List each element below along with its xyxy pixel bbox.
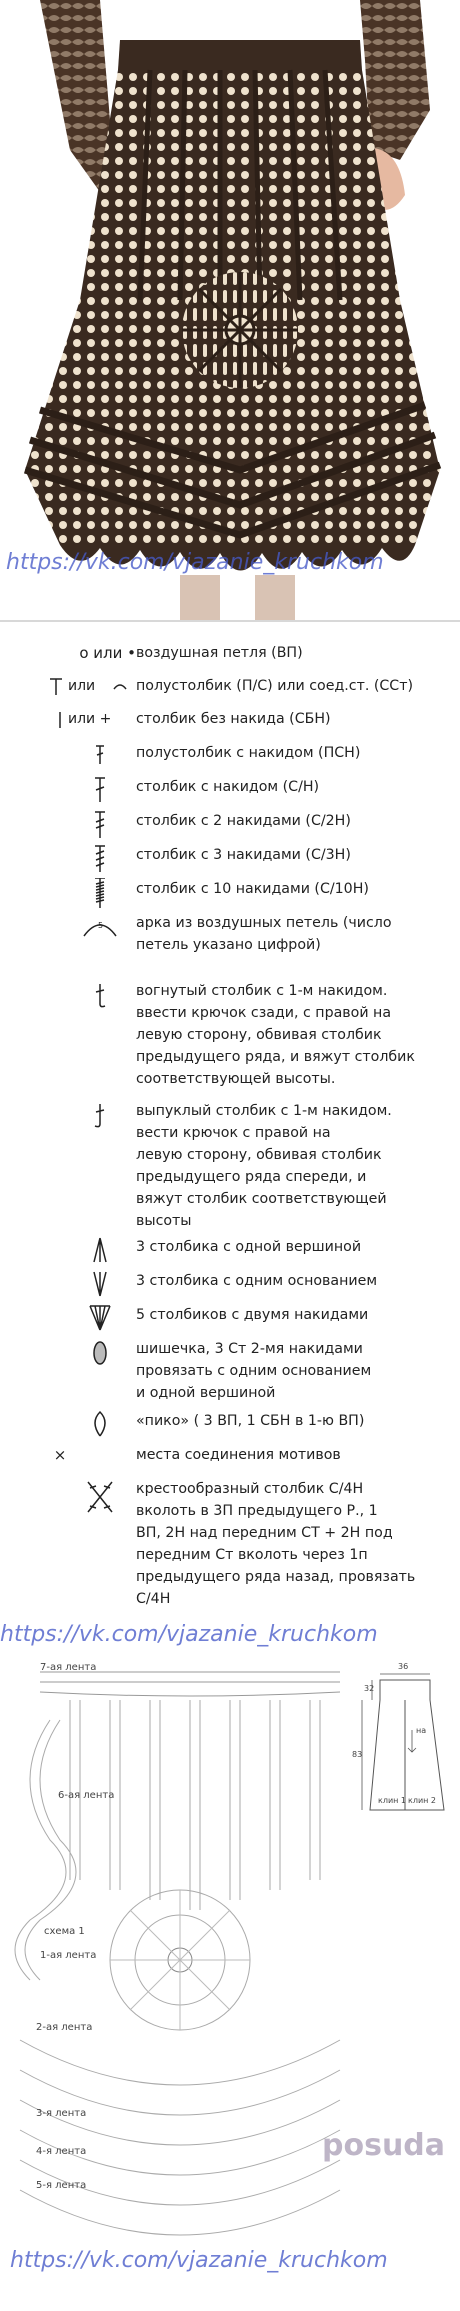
side-waves [15,1720,76,1980]
legend-text: места соединения мотивов [136,1447,341,1463]
legend-text: вогнутый столбик с 1-м накидом. ввести крючок сзади, с правой на левую сторону, обвивая столбик предыдущего ряда, и вяжут столбик соответствующей высоты. [136,983,415,1087]
ribbon-label: 5-я лента [36,2180,87,2191]
double-treble-icon [40,844,136,874]
five-fan-icon [40,1304,136,1334]
waistband [118,40,362,70]
join-x-icon: × [53,1446,67,1464]
skirt-illustration [0,0,460,620]
legend-text: столбик с 10 накидами (С/10Н) [136,881,369,897]
width-label: 36 [398,1662,409,1671]
legend-text: столбик с накидом (С/Н) [136,779,320,795]
panel-1-label: клин 1 [378,1796,407,1805]
legend-text: «пико» ( 3 ВП, 1 СБН в 1-ю ВП) [136,1413,365,1429]
bobble-icon [40,1338,136,1368]
slip-stitch-icon [40,675,136,705]
crochet-diagram [0,1660,460,2311]
ribbon-label: 4-я лента [36,2146,87,2157]
panel-2-label: клин 2 [408,1796,437,1805]
chain-arch-icon [40,912,136,942]
bottom-ribbons [20,2040,340,2235]
site-watermark: posuda [322,2128,446,2163]
single-crochet-icon [40,708,136,738]
legend-text: столбик с 2 накидами (С/2Н) [136,813,351,829]
vertical-strips [70,1700,320,1910]
cross-stitch-icon [40,1478,136,1508]
watermark[interactable]: https://vk.com/vjazanie_kruchkom [10,2248,388,2273]
legend-text: столбик с 3 накидами (С/3Н) [136,847,351,863]
star-motif [182,272,298,388]
half-double-icon [40,742,136,772]
watermark[interactable]: https://vk.com/vjazanie_kruchkom [6,550,384,575]
back-post-icon [40,980,136,1010]
symbol-or-label: или [68,678,96,694]
legend-text: 5 столбиков с двумя накидами [136,1307,369,1323]
ten-wrap-icon [40,878,136,908]
legend [0,620,460,1660]
legend-text: шишечка, 3 Ст 2-мя накидами провязать с одним основанием и одной вершиной [136,1341,372,1401]
legend-text: 3 столбика с одним основанием [136,1273,378,1289]
divider [0,620,460,622]
double-crochet-icon [40,776,136,806]
picot-icon [40,1410,136,1440]
legend-text: столбик без накида (СБН) [136,711,331,727]
front-post-icon [40,1100,136,1130]
chain-icon: o или • [79,644,136,662]
legend-text: полустолбик (П/С) или соед.ст. (ССт) [136,678,413,694]
ribbon-label: 2-ая лента [36,2022,93,2033]
legend-text: арка из воздушных петель (число петель указано цифрой) [136,915,392,953]
legend-text: воздушная петля (ВП) [136,645,303,661]
yoke-height-label: 32 [364,1684,375,1693]
fan-base-icon [40,1270,136,1300]
skirt-photo [0,0,460,620]
treble-icon [40,810,136,840]
ribbon-label: 6-ая лента [58,1790,115,1801]
ribbon-label: 1-ая лента [40,1950,97,1961]
right-leg [255,575,295,620]
pattern-shape [362,1674,444,1810]
scheme-label: схема 1 [44,1926,85,1937]
cluster-top-icon [40,1236,136,1266]
svg-text:5: 5 [98,921,104,930]
legend-text: выпуклый столбик с 1-м накидом. вести крючок с правой на левую сторону, обвивая столбик предыдущего ряда спереди, и вяжут столбик соответствующей высоты [136,1103,392,1229]
legend-text: 3 столбика с одной вершиной [136,1239,362,1255]
legend-text: крестообразный столбик С/4Н вколоть в 3П предыдущего Р., 1 ВП, 2Н над передним СТ + 2Н под передним Ст вколоть через 1п предыдущего ряда назад, провязать С/4Н [136,1481,416,1607]
ribbon-label: 7-ая лента [40,1662,97,1673]
central-motif [110,1890,250,2030]
direction-label: на [416,1726,427,1735]
length-label: 83 [352,1750,363,1759]
legend-text: полустолбик с накидом (ПСН) [136,745,361,761]
diagram-drawing [0,1660,460,2311]
ribbon-label: 3-я лента [36,2108,87,2119]
top-ribbon [40,1672,340,1696]
left-leg [180,575,220,620]
symbol-or-label: или + [68,711,112,727]
watermark[interactable]: https://vk.com/vjazanie_kruchkom [0,1622,378,1647]
